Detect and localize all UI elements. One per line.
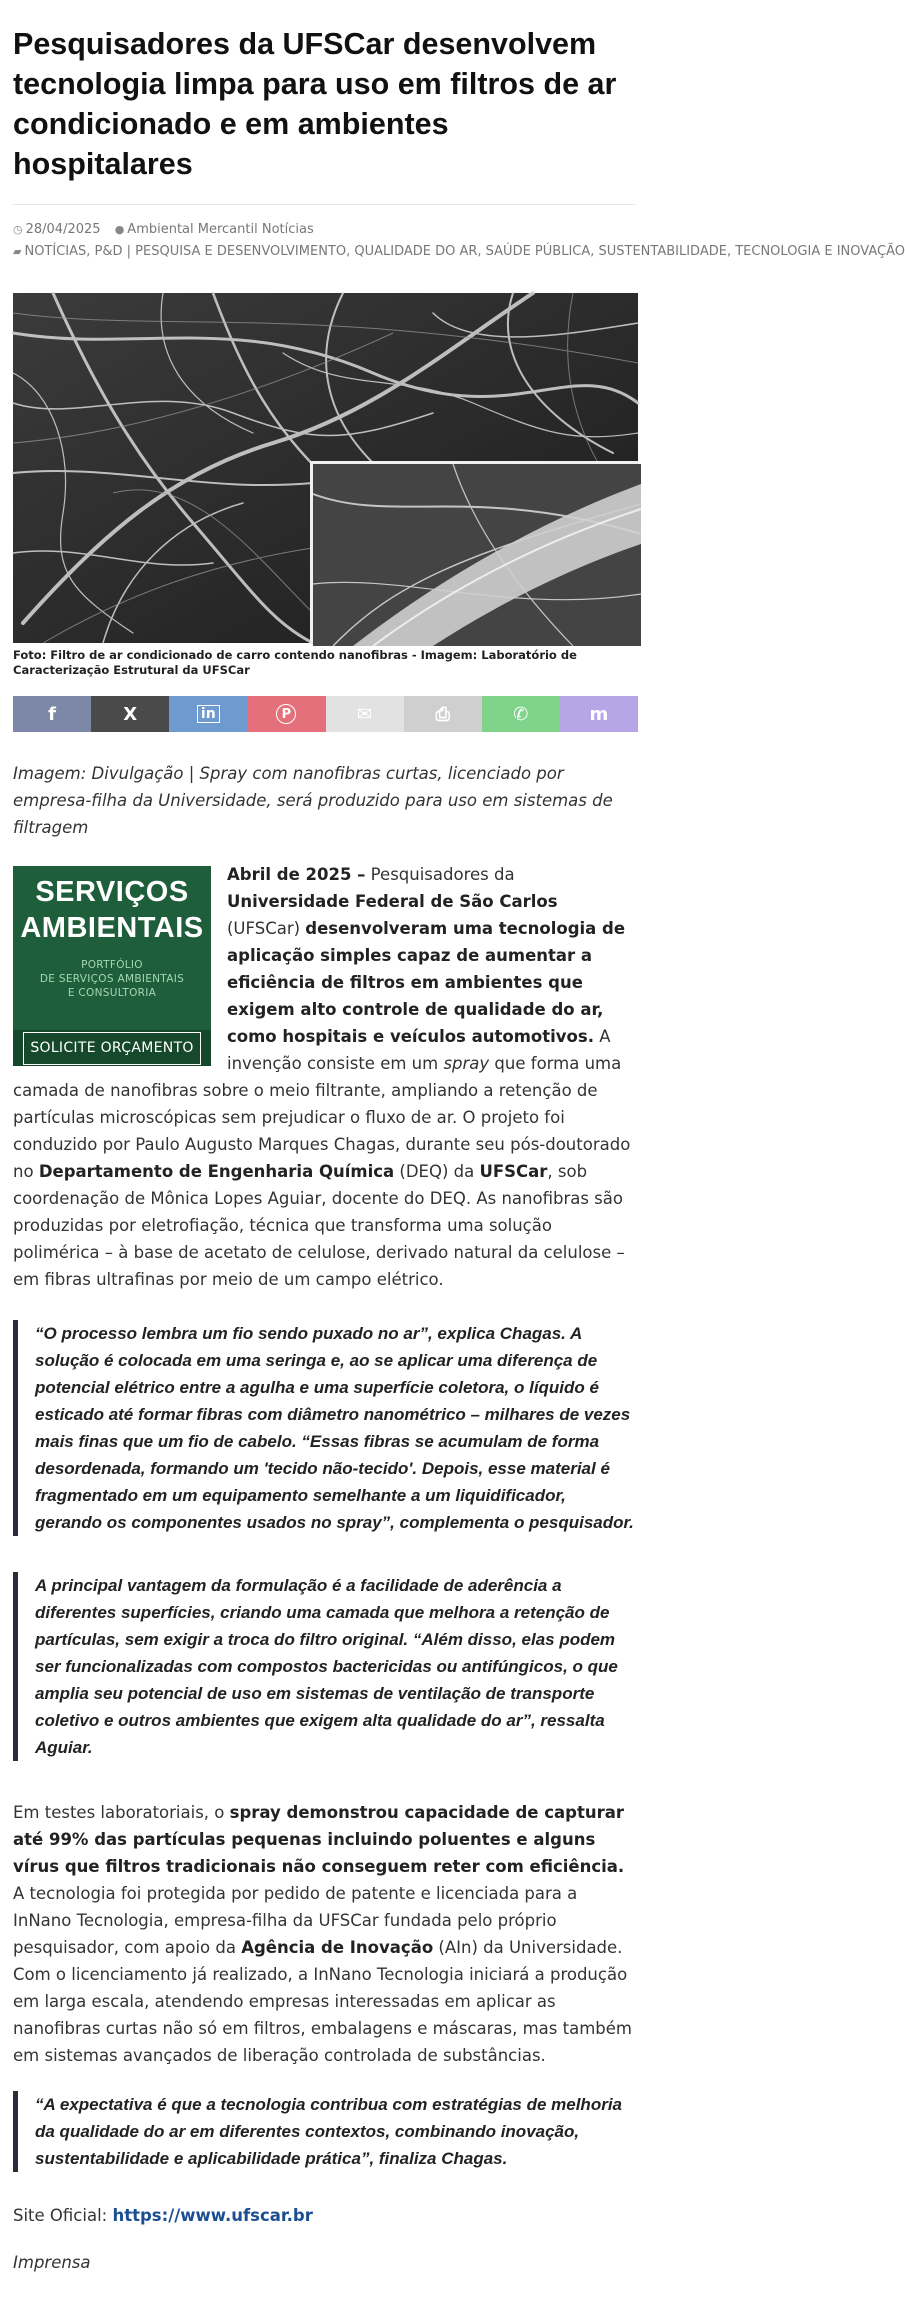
quote-1: “O processo lembra um fio sendo puxado no ar”, explica Chagas. A solução é colocada em uma seringa e, ao se aplicar uma diferença de potencial elétrico entre a agulha e uma superfície coletora, o líquido é esticado até formar fibras com diâmetro nanométrico – milhares de vezes mais finas que um fio de cabelo. “Essas fibras se acumulam de forma desordenada, formando um 'tecido não-tecido'. Depois, esse material é fragmentado em um equipamento semelhante a um liquidificador, gerando os componentes usados no spray”, complementa o pesquisador. (13, 1320, 635, 1536)
share-bar (13, 696, 638, 732)
pinterest-share-button[interactable] (247, 696, 325, 732)
paragraph-2: Em testes laboratoriais, o spray demonstrou capacidade de capturar até 99% das partículas pequenas incluindo poluentes e alguns vírus que filtros tradicionais não conseguem reter com eficiência. A tecnologia foi protegida por pedido de patente e licenciada para a InNano Tecnologia, empresa-filha da UFSCar fundada pelo próprio pesquisador, com apoio da Agência de Inovação (AIn) da Universidade. Com o licenciamento já realizado, a InNano Tecnologia iniciará a produção em larga escala, atendendo empresas interessadas em aplicar as nanofibras curtas não só em filtros, embalagens e máscaras, mas também em sistemas avançados de liberação controlada de substâncias. (13, 1803, 632, 2065)
email-icon: ✉ (357, 703, 373, 725)
post-categories[interactable]: ▰ NOTÍCIAS, P&D | PESQUISA E DESENVOLVIMENTO, QUALIDADE DO AR, SAÚDE PÚBLICA, SUSTENTABILIDADE, TECNOLOGIA E INOVAÇÃO (13, 244, 905, 259)
facebook-icon: f (48, 703, 56, 725)
press-credit: Imprensa (13, 2253, 91, 2272)
print-button[interactable] (404, 696, 482, 732)
intro-italic: Imagem: Divulgação | Spray com nanofibras curtas, licenciado por empresa-filha da Universidade, será produzido para uso em sistemas de filtragem (13, 764, 613, 837)
pinterest-icon: P (276, 704, 296, 724)
post-author[interactable]: ● Ambiental Mercantil Notícias (114, 222, 314, 237)
post-date: ◷ 28/04/2025 (13, 222, 101, 237)
official-site-link[interactable]: https://www.ufscar.br (112, 2206, 313, 2225)
clock-icon: ◷ (13, 223, 23, 236)
x-share-button[interactable] (91, 696, 169, 732)
print-icon: ⎙ (435, 703, 450, 725)
linkedin-icon: in (197, 705, 220, 723)
quote-3: “A expectativa é que a tecnologia contribua com estratégias de melhoria da qualidade do ar em diferentes contextos, combinando inovação, sustentabilidade e aplicabilidade prática”, finaliza Chagas. (13, 2091, 635, 2172)
mastodon-share-button[interactable] (560, 696, 638, 732)
whatsapp-share-button[interactable] (482, 696, 560, 732)
email-share-button[interactable] (326, 696, 404, 732)
paragraph-1: Abril de 2025 – Pesquisadores da Universidade Federal de São Carlos (UFSCar) desenvolveram uma tecnologia de aplicação simples capaz de aumentar a eficiência de filtros em ambientes que exigem alto controle de qualidade do ar, como hospitais e veículos automotivos. A invenção consiste em um spray que forma uma camada de nanofibras sobre o meio filtrante, ampliando a retenção de partículas microscópicas sem prejudicar o fluxo de ar. O projeto foi conduzido por Paulo Augusto Marques Chagas, durante seu pós-doutorado no Departamento de Engenharia Química (DEQ) da UFSCar, sob coordenação de Mônica Lopes Aguiar, docente do DEQ. As nanofibras são produzidas por eletrofiação, técnica que transforma uma solução polimérica – à base de acetato de celulose, derivado natural da celulose – em fibras ultrafinas por meio de um campo elétrico. (13, 865, 631, 1289)
banner-subtitle: PORTFÓLIO DE SERVIÇOS AMBIENTAIS E CONSULTORIA (39, 959, 185, 999)
magnified-inset (310, 461, 638, 643)
mastodon-icon: m (589, 703, 609, 725)
user-icon: ● (114, 223, 125, 236)
article-title: Pesquisadores da UFSCar desenvolvem tecnologia limpa para uso em filtros de ar condicionado e em ambientes hospitalares (13, 27, 617, 181)
featured-image (13, 293, 638, 643)
official-site: Site Oficial: https://www.ufscar.br (13, 2206, 313, 2225)
banner-headline: SERVIÇOS AMBIENTAIS (20, 876, 204, 944)
inset-micrograph (313, 464, 641, 646)
quote-2: A principal vantagem da formulação é a facilidade de aderência a diferentes superfícies, criando uma camada que melhora a retenção de partículas, sem exigir a troca do filtro original. “Além disso, elas podem ser funcionalizadas com compostos bactericidas ou antifúngicos, o que amplia seu potencial de uso em sistemas de ventilação de transporte coletivo e outros ambientes que exigem alta qualidade do ar”, ressalta Aguiar. (13, 1572, 635, 1761)
article-body (13, 861, 635, 1293)
linkedin-share-button[interactable] (169, 696, 247, 732)
x-icon: X (123, 703, 138, 725)
services-banner[interactable] (13, 866, 211, 1066)
article-meta (13, 204, 905, 263)
facebook-share-button[interactable] (13, 696, 91, 732)
whatsapp-icon: ✆ (513, 703, 529, 725)
folder-icon: ▰ (13, 245, 22, 258)
image-caption: Foto: Filtro de ar condicionado de carro contendo nanofibras - Imagem: Laboratório de Caracterização Estrutural da UFSCar (13, 648, 577, 677)
banner-cta-button[interactable]: SOLICITE ORÇAMENTO (13, 1030, 211, 1066)
